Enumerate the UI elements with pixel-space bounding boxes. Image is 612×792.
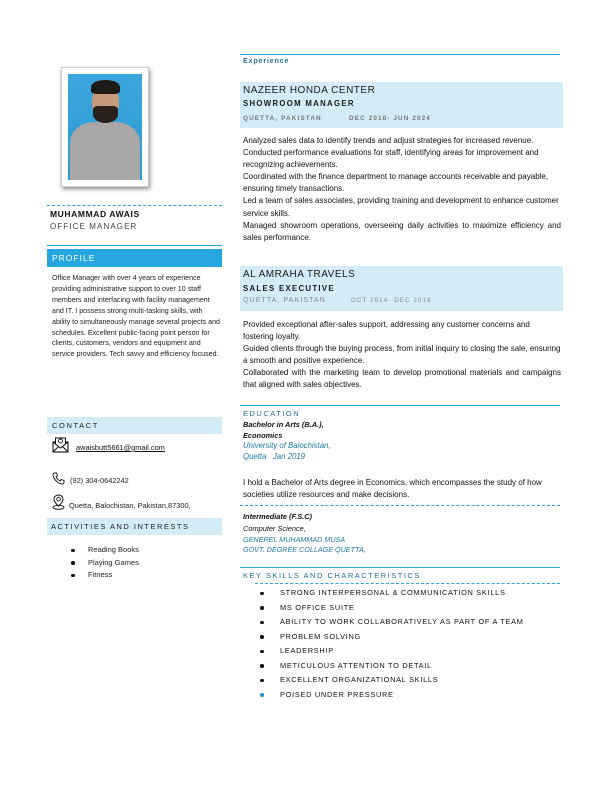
duty-item: Analyzed sales data to identify trends and adjust strategies for increased revenue.: [243, 136, 534, 145]
skill-item: EXCELLENT ORGANIZATIONAL SKILLS: [240, 673, 524, 688]
duty-item: Led a team of sales associates, providing training and development to enhance customer service skills.: [243, 196, 559, 218]
institution-location-date: Quetta Jan 2019: [243, 452, 305, 462]
email-link[interactable]: awaisbutt5661@gmail.com: [76, 443, 165, 452]
contact-heading: CONTACT: [47, 417, 222, 434]
duty-item: Managed showroom operations, overseeing daily activities to maximize efficiency and sales performance.: [243, 220, 561, 242]
activity-item: Playing Games: [47, 557, 139, 570]
phone-number: (92) 304-0642242: [70, 476, 129, 485]
institution: GENEREL MUHAMMAD MUSA: [243, 534, 346, 544]
company-name: AL AMRAHA TRAVELS: [243, 269, 356, 280]
skill-item: POISED UNDER PRESSURE: [240, 688, 524, 703]
skill-item: LEADERSHIP: [240, 644, 524, 659]
education-heading: EDUCATION: [243, 409, 301, 418]
candidate-name: MUHAMMAD AWAIS: [50, 209, 140, 219]
skills-heading: KEY SKILLS AND CHARACTERISTICS: [243, 571, 421, 580]
field-of-study: Economics: [243, 430, 283, 440]
activity-item: Reading Books: [47, 544, 139, 557]
education-entry: [243, 420, 331, 463]
duty-item: Guided clients through the buying process, from initial inquiry to closing the sale, ensuring a smooth and positive experience.: [243, 344, 561, 366]
contact-address-row: [52, 494, 191, 510]
activities-heading: ACTIVITIES AND INTERESTS: [47, 518, 222, 535]
job-meta: [243, 297, 432, 304]
duty-item: Coordinated with the finance department to manage accounts receivable and payable, ensuring timely transactions.: [243, 172, 549, 194]
experience-divider: [240, 54, 560, 55]
title-divider: [47, 245, 222, 246]
education-divider: [240, 405, 560, 406]
skills-list: [240, 586, 524, 702]
profile-summary: Office Manager with over 4 years of experience providing administrative support to over 10 staff members and interfacing with facility management and IT. I possess strong multi-tasking skills, with ability to simultaneously manage several projects and schedules. Excellent public-facing point person for clients, customers, vendors and equipment and service providers. Tech savvy and efficiency focused.: [52, 274, 220, 359]
job-header: [240, 82, 563, 128]
name-divider: [47, 205, 222, 206]
job-duties: [243, 135, 561, 244]
institution: University of Balochistan,: [243, 441, 331, 451]
skill-item: PROBLEM SOLVING: [240, 630, 524, 645]
phone-icon: [52, 472, 65, 485]
profile-photo: [68, 74, 142, 180]
location-pin-icon: [52, 494, 65, 510]
job-location: QUETTA, PAKISTAN: [243, 297, 326, 304]
activities-list: [47, 544, 139, 582]
candidate-title: OFFICE MANAGER: [50, 222, 138, 231]
education-entry: [243, 510, 366, 556]
address: Quetta, Balochistan, Pakistan,87300,: [69, 501, 191, 510]
contact-email-row: [52, 436, 165, 453]
envelope-icon: [52, 436, 69, 453]
job-duties: [243, 319, 561, 392]
job-dates: DEC 2018- JUN 2024: [349, 115, 431, 122]
skills-dashed-divider: [255, 583, 560, 584]
degree: Intermediate (F.S.C): [243, 512, 312, 521]
education-entry-divider: [240, 505, 560, 506]
profile-heading: PROFILE: [47, 249, 222, 267]
duty-item: Collaborated with the marketing team to develop promotional materials and campaigns that aligned with sales objectives.: [243, 368, 561, 390]
degree: Bachelor in Arts (B.A.),: [243, 420, 324, 429]
skills-divider: [240, 567, 560, 568]
skill-item: STRONG INTERPERSONAL & COMMUNICATION SKILLS: [240, 586, 524, 601]
duty-item: Conducted performance evaluations for staff, identifying areas for improvement and recognizing achievements.: [243, 148, 539, 170]
institution: GOVT. DEGREE COLLAGE QUETTA,: [243, 545, 366, 555]
job-role: SHOWROOM MANAGER: [243, 99, 355, 108]
experience-heading: Experience: [243, 58, 290, 65]
skill-item: MS OFFICE SUITE: [240, 601, 524, 616]
job-header: [240, 266, 563, 311]
education-description: I hold a Bachelor of Arts degree in Economics, which encompasses the study of how societies utilize resources and make decisions.: [243, 478, 542, 500]
duty-item: Provided exceptional after-sales support, addressing any customer concerns and fostering loyalty.: [243, 320, 530, 342]
job-role: SALES EXECUTIVE: [243, 284, 335, 293]
field-of-study: Computer Science,: [243, 524, 306, 533]
job-meta: [243, 115, 431, 122]
profile-photo-frame: [61, 67, 149, 187]
company-name: NAZEER HONDA CENTER: [243, 85, 376, 96]
skill-item: ABILITY TO WORK COLLABORATIVELY AS PART OF A TEAM: [240, 615, 524, 630]
activity-item: Fitness: [47, 569, 139, 582]
contact-phone-row: [52, 472, 129, 485]
job-location: QUETTA, PAKISTAN: [243, 115, 322, 122]
job-dates: OCT 2014- DEC 2018: [351, 297, 432, 304]
skill-item: METICULOUS ATTENTION TO DETAIL: [240, 659, 524, 674]
